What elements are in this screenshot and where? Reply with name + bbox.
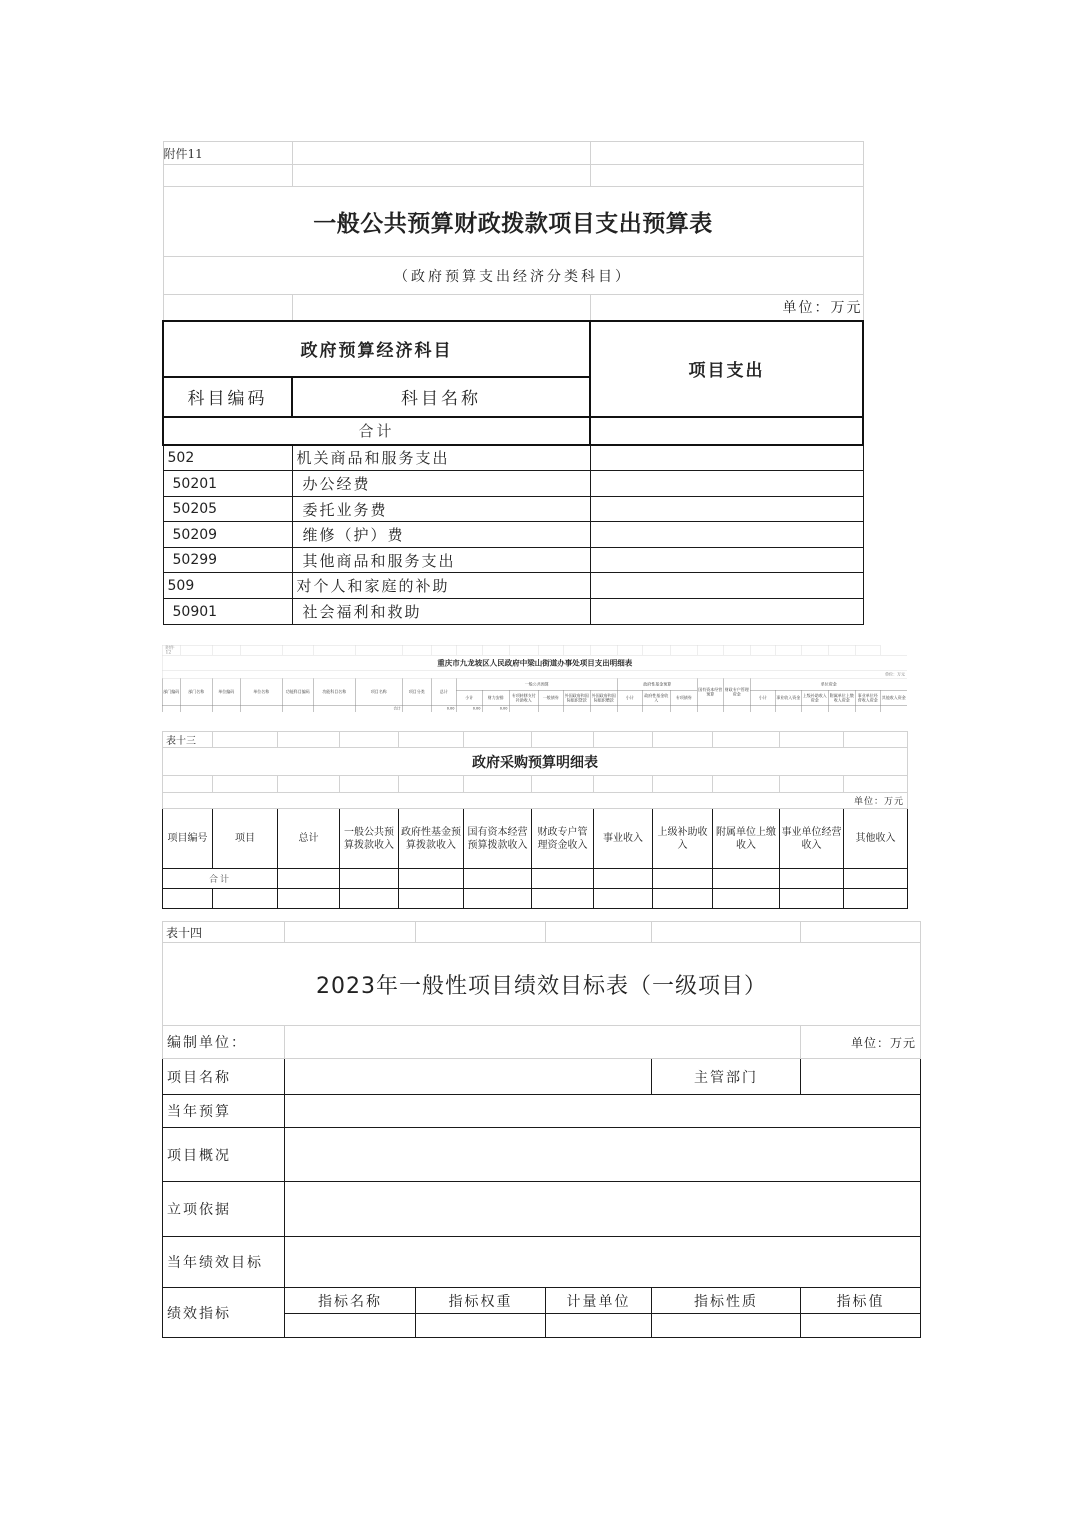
empty-cell	[653, 889, 713, 909]
empty-cell	[355, 645, 402, 655]
table-row	[163, 522, 863, 548]
header-other-income: 其他收入	[844, 809, 908, 869]
empty-cell	[416, 922, 546, 943]
empty-cell	[642, 705, 670, 712]
table-title: 重庆市九龙坡区人民政府中梁山街道办事处项目支出明细表	[162, 655, 907, 670]
header-general-budget-income: 一般公共预算拨款收入	[340, 809, 399, 869]
subheader-foreign-loans: 外国政府和国际组织贷款	[563, 690, 590, 705]
empty-cell	[713, 776, 780, 793]
empty-cell	[844, 889, 908, 909]
table-row	[163, 497, 863, 522]
table-row	[163, 889, 908, 909]
header-project-number: 项目编号	[163, 809, 213, 869]
empty-cell	[594, 889, 653, 909]
empty-cell	[697, 645, 723, 655]
indicator-label: 绩效指标	[163, 1288, 285, 1338]
empty-cell	[670, 645, 697, 655]
empty-cell	[594, 732, 653, 748]
header-business-income: 事业收入	[594, 809, 653, 869]
empty-cell	[464, 869, 532, 889]
total-value-cell	[590, 417, 863, 445]
empty-cell	[563, 705, 590, 712]
header-operating-income: 事业单位经营收入	[780, 809, 844, 869]
empty-cell	[750, 645, 775, 655]
general-subtotal-value: 0.00	[456, 705, 482, 712]
empty-cell	[509, 705, 538, 712]
indicator-nature-header: 指标性质	[652, 1288, 801, 1314]
attachment-label: 附件11	[163, 142, 292, 165]
empty-cell	[399, 869, 464, 889]
empty-cell	[464, 889, 532, 909]
expense-value-cell	[590, 548, 863, 573]
empty-cell	[713, 869, 780, 889]
subject-name: 维修（护）费	[292, 522, 590, 548]
total-label: 合计	[163, 417, 590, 445]
header-superior-subsidy-income: 上级补助收入	[653, 809, 713, 869]
subject-name: 机关商品和服务支出	[292, 445, 590, 471]
empty-cell	[723, 705, 750, 712]
subheader-financial-allocation: 财力安排	[482, 690, 509, 705]
empty-cell	[163, 295, 292, 321]
empty-cell	[653, 776, 713, 793]
expense-value-cell	[590, 497, 863, 522]
empty-cell	[828, 705, 855, 712]
table-row	[163, 445, 863, 471]
total-row	[162, 705, 907, 712]
subject-name: 社会福利和救助	[292, 599, 590, 625]
total-value: 0.00	[431, 705, 456, 712]
table-row	[163, 548, 863, 573]
empty-cell	[212, 705, 240, 712]
empty-cell	[278, 776, 340, 793]
empty-cell	[775, 645, 801, 655]
empty-cell	[163, 889, 213, 909]
subheader-special-bonds: 专项债券	[670, 690, 697, 705]
header-function-code: 功能科目编码	[282, 678, 313, 705]
empty-cell	[844, 869, 908, 889]
empty-cell	[617, 645, 642, 655]
subheader-foreign-grants: 外国政府和国际组织赠款	[590, 690, 617, 705]
expense-value-cell	[590, 445, 863, 471]
project-expense-budget-table	[162, 141, 864, 625]
header-unit-code: 单位编码	[212, 678, 240, 705]
empty-cell	[162, 705, 180, 712]
expense-value-cell	[590, 471, 863, 497]
table-row	[163, 599, 863, 625]
subject-code: 50299	[163, 548, 292, 573]
empty-cell	[723, 645, 750, 655]
subject-code: 50205	[163, 497, 292, 522]
unit-label: 单位：万元	[162, 670, 907, 678]
empty-cell	[340, 869, 399, 889]
table-subtitle: （政府预算支出经济分类科目）	[163, 257, 863, 295]
header-total: 总计	[278, 809, 340, 869]
subject-code: 50209	[163, 522, 292, 548]
subject-name: 其他商品和服务支出	[292, 548, 590, 573]
empty-cell	[278, 889, 340, 909]
empty-cell	[590, 645, 617, 655]
subheader-affiliated-turnover: 附属单位上缴收入资金	[828, 690, 855, 705]
header-function-name: 功能科目名称	[313, 678, 355, 705]
empty-cell	[340, 889, 399, 909]
empty-cell	[844, 732, 908, 748]
empty-cell	[801, 705, 828, 712]
empty-cell	[713, 732, 780, 748]
empty-cell	[340, 732, 399, 748]
performance-goal-table	[162, 921, 921, 1338]
goal-value-cell	[285, 1237, 921, 1288]
empty-cell	[532, 869, 594, 889]
empty-cell	[590, 165, 863, 187]
subject-name: 办公经费	[292, 471, 590, 497]
government-procurement-table	[162, 731, 908, 909]
dept-value-cell	[801, 1059, 921, 1095]
total-label: 合计	[355, 705, 402, 712]
subheader-business-income: 事业收入资金	[775, 690, 801, 705]
header-project-category: 项目分类	[402, 678, 431, 705]
header-fund-budget-income: 政府性基金预算拨款收入	[399, 809, 464, 869]
empty-cell	[285, 922, 416, 943]
empty-cell	[801, 1314, 921, 1338]
subject-code: 50901	[163, 599, 292, 625]
code-column-header: 科目编码	[163, 377, 292, 417]
unit-label: 单位：万元	[590, 295, 863, 321]
empty-cell	[213, 889, 278, 909]
empty-cell	[292, 142, 590, 165]
table-number-label: 表十四	[163, 922, 285, 943]
empty-cell	[456, 645, 482, 655]
empty-cell	[594, 776, 653, 793]
empty-cell	[402, 705, 431, 712]
header-unit-funds: 单位资金	[750, 678, 907, 690]
table-title: 政府采购预算明细表	[163, 748, 908, 776]
unit-label: 单位：万元	[163, 793, 908, 809]
empty-cell	[278, 869, 340, 889]
subject-code: 509	[163, 573, 292, 599]
empty-cell	[590, 705, 617, 712]
measure-unit-header: 计量单位	[546, 1288, 652, 1314]
header-state-capital-income: 国有资本经营预算拨款收入	[464, 809, 532, 869]
subheader-other-income: 其他收入资金	[880, 690, 907, 705]
empty-cell	[464, 732, 532, 748]
org-value-cell	[285, 1026, 801, 1059]
empty-cell	[713, 889, 780, 909]
header-fund-budget: 政府性基金预算	[617, 678, 697, 690]
subheader-transfer-payment: 专项转移支付补助收入	[509, 690, 538, 705]
header-project: 项目	[213, 809, 278, 869]
header-special-account-funds: 财政专户管理资金	[723, 678, 750, 705]
empty-cell	[163, 776, 213, 793]
header-special-account-income: 财政专户管理资金收入	[532, 809, 594, 869]
empty-cell	[180, 705, 212, 712]
subheader-fund-subtotal: 小计	[617, 690, 642, 705]
empty-cell	[801, 645, 828, 655]
empty-cell	[240, 645, 282, 655]
header-unit-name: 单位名称	[240, 678, 282, 705]
header-state-capital-budget: 国有资本经营预算	[697, 678, 723, 705]
project-expense-detail-table-wrapper	[162, 645, 907, 712]
empty-cell	[402, 645, 431, 655]
empty-cell	[855, 705, 880, 712]
empty-cell	[213, 732, 278, 748]
empty-cell	[670, 705, 697, 712]
table-title: 2023年一般性项目绩效目标表（一级项目）	[163, 943, 921, 1026]
empty-cell	[464, 776, 532, 793]
empty-cell	[594, 869, 653, 889]
empty-cell	[563, 645, 590, 655]
header-general-budget: 一般公共预算	[456, 678, 617, 690]
expense-value-cell	[590, 573, 863, 599]
table-number-label: 表十三	[163, 732, 213, 748]
empty-cell	[780, 776, 844, 793]
table-row	[163, 573, 863, 599]
empty-cell	[212, 645, 240, 655]
empty-cell	[282, 705, 313, 712]
empty-cell	[801, 922, 921, 943]
expense-value-cell	[590, 599, 863, 625]
empty-cell	[482, 645, 509, 655]
empty-cell	[538, 705, 563, 712]
basis-value-cell	[285, 1182, 921, 1237]
empty-cell	[292, 165, 590, 187]
header-project-name: 项目名称	[355, 678, 402, 705]
indicator-name-header: 指标名称	[285, 1288, 416, 1314]
empty-cell	[313, 645, 355, 655]
empty-cell	[828, 645, 855, 655]
empty-cell	[180, 645, 212, 655]
empty-cell	[431, 645, 456, 655]
header-dept-code: 部门编码	[162, 678, 180, 705]
empty-cell	[240, 705, 282, 712]
empty-cell	[546, 1314, 652, 1338]
project-expense-header: 项目支出	[590, 321, 863, 417]
financial-allocation-value: 0.00	[482, 705, 509, 712]
empty-cell	[546, 922, 652, 943]
empty-cell	[652, 1314, 801, 1338]
name-column-header: 科目名称	[292, 377, 590, 417]
subject-code: 50201	[163, 471, 292, 497]
empty-cell	[780, 889, 844, 909]
budget-label: 当年预算	[163, 1095, 285, 1128]
subject-name: 对个人和家庭的补助	[292, 573, 590, 599]
economic-category-header: 政府预算经济科目	[163, 321, 590, 377]
empty-cell	[855, 645, 880, 655]
empty-cell	[642, 645, 670, 655]
empty-cell	[282, 645, 313, 655]
empty-cell	[780, 869, 844, 889]
goal-label: 当年绩效目标	[163, 1237, 285, 1288]
empty-cell	[750, 705, 775, 712]
subheader-fund-income: 政府性基金收入	[642, 690, 670, 705]
unit-label: 单位：万元	[801, 1026, 921, 1059]
empty-cell	[213, 776, 278, 793]
subject-name: 委托业务费	[292, 497, 590, 522]
org-label: 编制单位：	[163, 1026, 285, 1059]
indicator-value-header: 指标值	[801, 1288, 921, 1314]
project-expense-detail-table	[162, 645, 907, 712]
empty-cell	[532, 776, 594, 793]
empty-cell	[844, 776, 908, 793]
subject-code: 502	[163, 445, 292, 471]
header-total: 总计	[431, 678, 456, 705]
table-row	[163, 471, 863, 497]
empty-cell	[285, 1314, 416, 1338]
subheader-superior-subsidy: 上级补助收入资金	[801, 690, 828, 705]
empty-cell	[652, 922, 801, 943]
empty-cell	[292, 295, 590, 321]
empty-cell	[697, 705, 723, 712]
subheader-unit-subtotal: 小计	[750, 690, 775, 705]
expense-value-cell	[590, 522, 863, 548]
total-row	[163, 869, 908, 889]
empty-cell	[163, 165, 292, 187]
empty-cell	[780, 732, 844, 748]
header-affiliated-turnover-income: 附属单位上缴收入	[713, 809, 780, 869]
subheader-general-bonds: 一般债券	[538, 690, 563, 705]
empty-cell	[532, 889, 594, 909]
attachment-label: 附件12	[162, 645, 180, 655]
empty-cell	[653, 869, 713, 889]
empty-cell	[653, 732, 713, 748]
empty-cell	[416, 1314, 546, 1338]
indicator-weight-header: 指标权重	[416, 1288, 546, 1314]
total-label: 合计	[163, 869, 278, 889]
dept-label: 主管部门	[652, 1059, 801, 1095]
overview-value-cell	[285, 1128, 921, 1182]
empty-cell	[399, 732, 464, 748]
empty-cell	[538, 645, 563, 655]
empty-cell	[590, 142, 863, 165]
project-name-value-cell	[285, 1059, 652, 1095]
project-name-label: 项目名称	[163, 1059, 285, 1095]
table-title: 一般公共预算财政拨款项目支出预算表	[163, 187, 863, 257]
empty-cell	[532, 732, 594, 748]
empty-cell	[775, 705, 801, 712]
basis-label: 立项依据	[163, 1182, 285, 1237]
empty-cell	[278, 732, 340, 748]
empty-cell	[509, 645, 538, 655]
budget-value-cell	[285, 1095, 921, 1128]
empty-cell	[617, 705, 642, 712]
empty-cell	[399, 776, 464, 793]
empty-cell	[340, 776, 399, 793]
overview-label: 项目概况	[163, 1128, 285, 1182]
empty-cell	[399, 889, 464, 909]
header-dept-name: 部门名称	[180, 678, 212, 705]
subheader-operating-income: 事业单位经营收入资金	[855, 690, 880, 705]
empty-cell	[313, 705, 355, 712]
subheader-general-subtotal: 小计	[456, 690, 482, 705]
